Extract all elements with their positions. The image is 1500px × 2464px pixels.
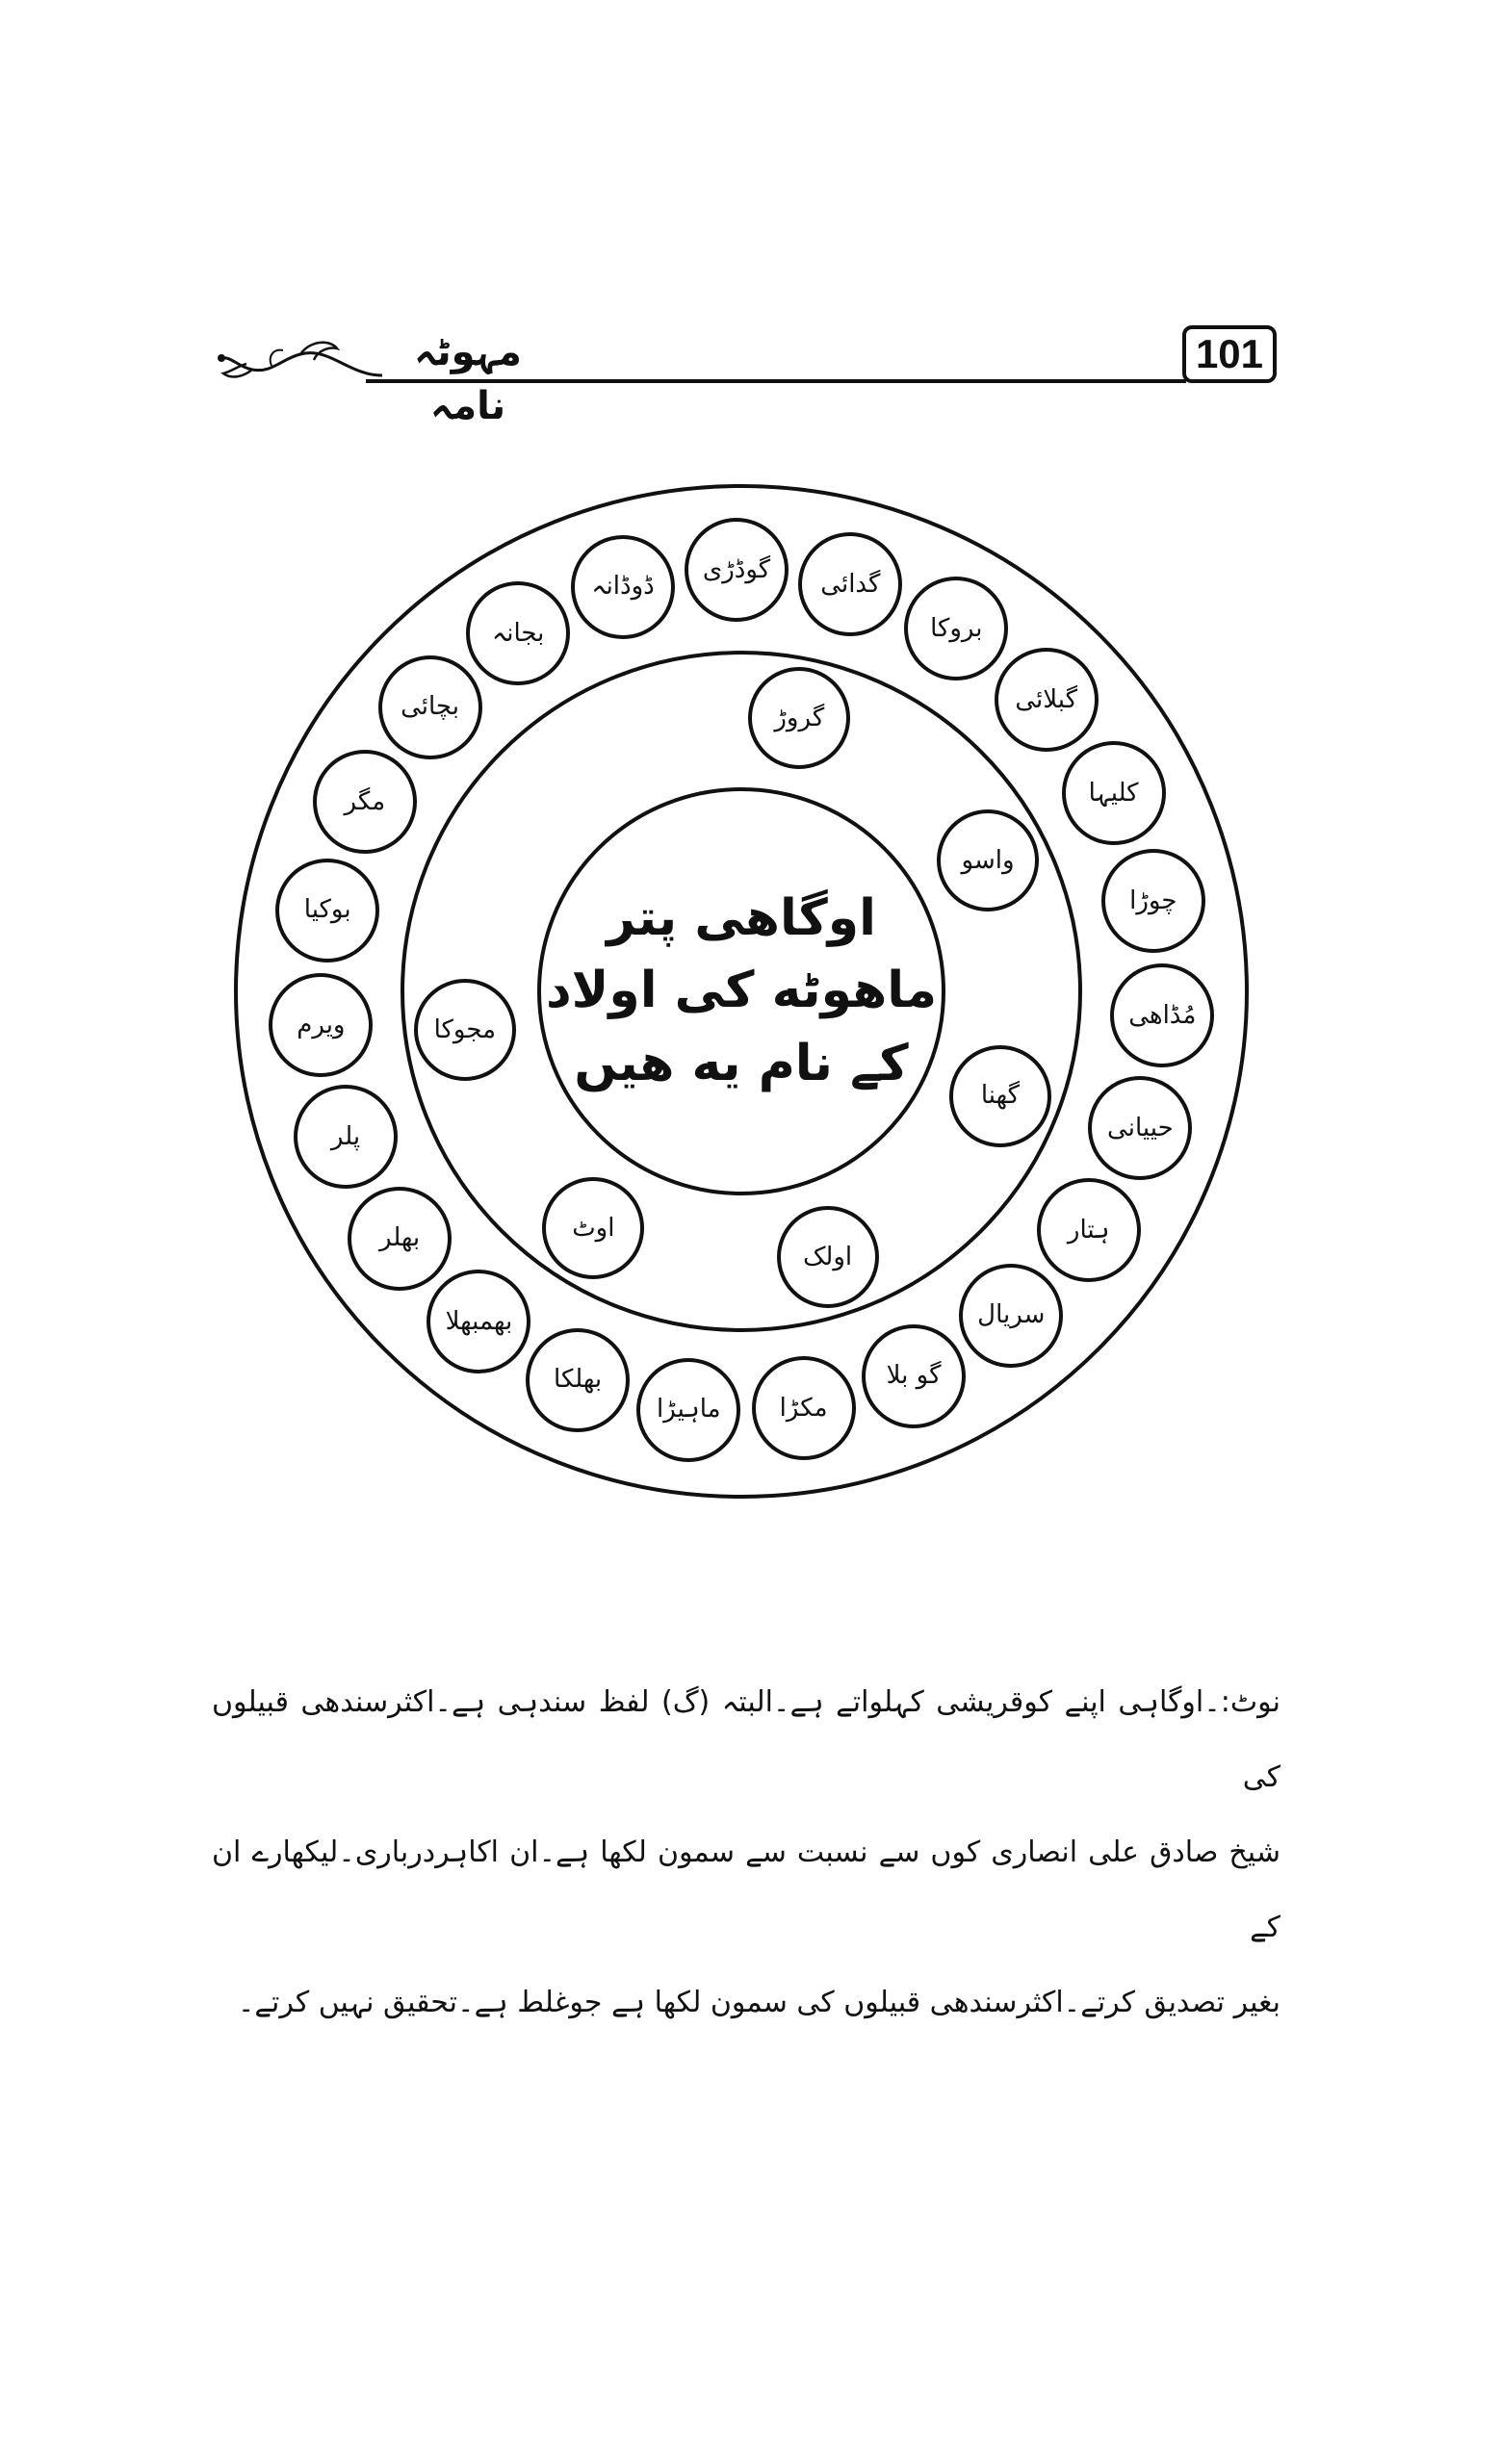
lineage-name-bubble: گو بلا — [862, 1324, 966, 1428]
lineage-diagram — [221, 472, 1261, 1511]
lineage-name-bubble: ہتار — [1037, 1178, 1141, 1282]
lineage-name-bubble: بھلر — [348, 1187, 452, 1291]
footnote — [212, 1665, 1280, 2040]
lineage-name-bubble: مُڈاھی — [1110, 963, 1214, 1067]
lineage-name-bubble: ڈوڈانہ — [571, 535, 675, 639]
lineage-name-bubble: بجانہ — [466, 581, 570, 685]
lineage-name-bubble: مگر — [313, 750, 417, 854]
header-rule — [366, 379, 1186, 383]
lineage-name-bubble: ویرم — [269, 973, 373, 1077]
lineage-name-bubble: پلر — [294, 1085, 398, 1189]
lineage-name-bubble: بھمبھلا — [427, 1270, 530, 1373]
lineage-name-bubble: مجوکا — [414, 979, 516, 1081]
lineage-name-bubble: مکڑا — [752, 1356, 856, 1460]
center-title — [539, 789, 944, 1194]
book-title: مہوٹہ نامہ — [414, 330, 522, 428]
footnote-line: بغیر تصدیق کرتے۔اکثرسندھی قبیلوں کی سمون لکھا ہے جوغلط ہے۔تحقیق نہیں کرتے۔ — [237, 1986, 1280, 2019]
lineage-name-bubble: گبلائی — [995, 648, 1099, 752]
lineage-name-bubble: واسو — [937, 809, 1039, 911]
footnote-line: نوٹ:۔اوگاہی اپنے کوقریشی کہلواتے ہے۔البتہ (گ) لفظ سندہی ہے۔اکثرسندھی قبیلوں کی — [212, 1685, 1280, 1794]
center-title-line: کے نام یه هیں — [574, 1034, 909, 1092]
lineage-name-bubble: ماہیڑا — [636, 1358, 740, 1462]
lineage-name-bubble: گوڈڑی — [685, 518, 789, 622]
footnote-line: شیخ صادق علی انصاری کوں سے نسبت سے سمون لکھا ہے۔ان اکاہردرباری۔لیکھارے ان کے — [212, 1835, 1280, 1944]
lineage-name-bubble: گدائی — [798, 532, 902, 636]
lineage-name-bubble: بروکا — [904, 577, 1008, 680]
page-number: 101 — [1182, 325, 1277, 383]
lineage-name-bubble: اوٹ — [542, 1177, 644, 1279]
page-header — [0, 0, 1500, 428]
lineage-name-bubble: بوکیا — [275, 859, 379, 962]
lineage-name-bubble: سریال — [959, 1264, 1063, 1368]
lineage-name-bubble: اولک — [777, 1206, 879, 1308]
lineage-name-bubble: گھنا — [949, 1045, 1051, 1147]
lineage-name-bubble: بچائی — [378, 655, 482, 759]
center-title-line: اوگاهی پتر — [607, 888, 876, 947]
lineage-name-bubble: کلیہا — [1062, 741, 1166, 845]
lineage-name-bubble: بھلکا — [526, 1328, 630, 1432]
lineage-name-bubble: حییانی — [1088, 1076, 1192, 1180]
flourish-ornament-icon — [214, 327, 387, 385]
center-title-line: ماهوٹه کی اولاد — [545, 962, 938, 1020]
lineage-name-bubble: چوڑا — [1101, 849, 1205, 953]
lineage-name-bubble: گروڑ — [748, 667, 850, 769]
